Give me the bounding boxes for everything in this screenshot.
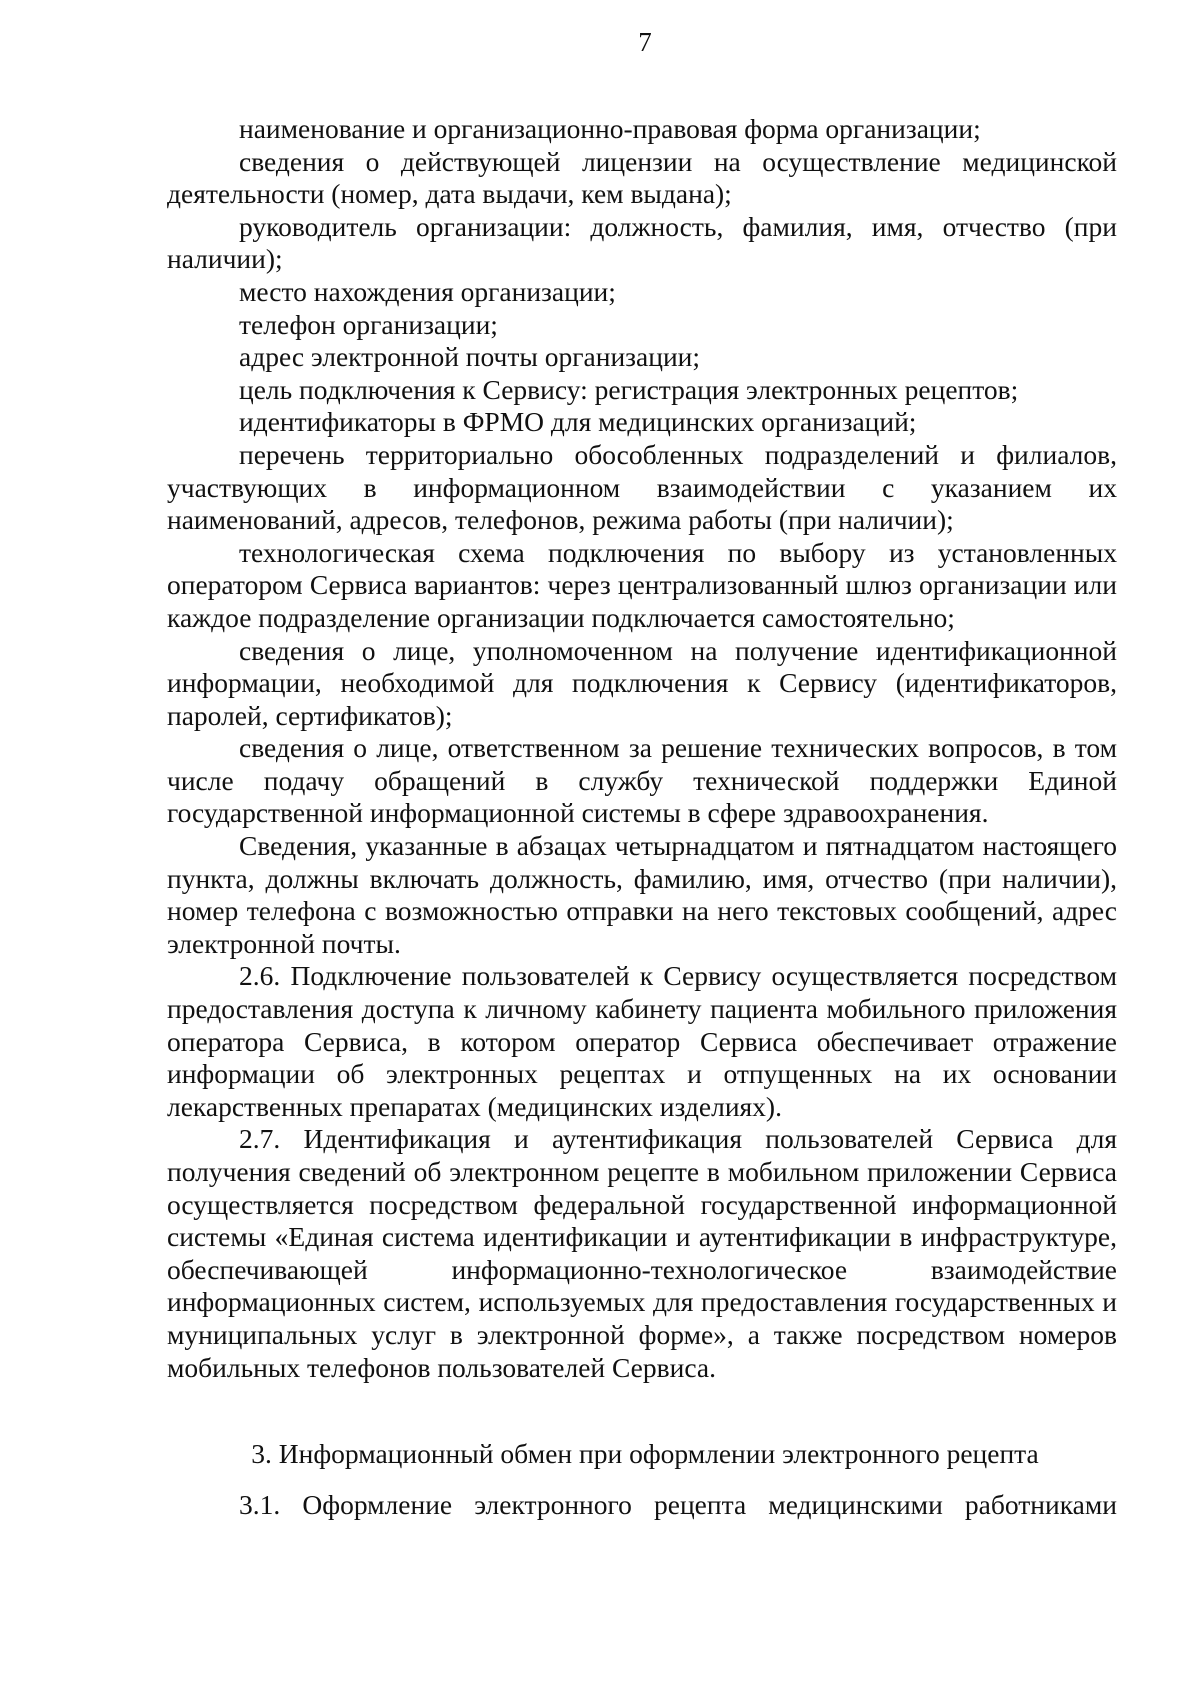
- section-heading: 3. Информационный обмен при оформлении электронного рецепта: [251, 1438, 1039, 1470]
- paragraph-purpose: цель подключения к Сервису: регистрация электронных рецептов;: [239, 373, 1019, 405]
- paragraph-org-name: наименование и организационно-правовая форма организации;: [239, 113, 981, 144]
- paragraph-connection-scheme: технологическая схема подключения по выбору из установленных оператором Сервиса вариантов: через централизованный шлюз организации или каждое подразделение организации подключается самостоятельно;: [167, 536, 1117, 633]
- paragraph-2-7: 2.7. Идентификация и аутентификация пользователей Сервиса для получения сведений об электронном рецепте в мобильном приложении Сервиса осуществляется посредством федеральной государственной информационной системы «Единая система идентификации и аутентификации в инфраструктуре, обеспечивающей информационно-технологическое взаимодействие информационных систем, используемых для предоставления государственных и муниципальных услуг в электронной форме», а также посредством номеров мобильных телефонов пользователей Сервиса.: [167, 1123, 1117, 1383]
- document-body: [167, 113, 1117, 1549]
- paragraph-email: адрес электронной почты организации;: [239, 341, 701, 373]
- paragraph-location: место нахождения организации;: [239, 275, 616, 307]
- paragraph-frmo-ids: идентификаторы в ФРМО для медицинских организаций;: [239, 406, 917, 438]
- paragraph-3-1: 3.1. Оформление электронного рецепта медицинскими работниками: [239, 1488, 1117, 1520]
- paragraph-branches: перечень территориально обособленных подразделений и филиалов, участвующих в информационном взаимодействии с указанием их наименований, адресов, телефонов, режима работы (при наличии);: [167, 438, 1117, 536]
- paragraph-phone: телефон организации;: [239, 308, 498, 340]
- paragraph-license: сведения о действующей лицензии на осуществление медицинской деятельности (номер, дата выдачи, кем выдана);: [167, 145, 1117, 210]
- paragraph-contact-info: Сведения, указанные в абзацах четырнадцатом и пятнадцатом настоящего пункта, должны включать должность, фамилию, имя, отчество (при наличии), номер телефона с возможностью отправки на него текстовых сообщений, адрес электронной почты.: [167, 830, 1117, 959]
- paragraph-2-6: 2.6. Подключение пользователей к Сервису осуществляется посредством предоставления доступа к личному кабинету пациента мобильного приложения оператора Сервиса, в котором оператор Сервиса обеспечивает отражение информации об электронных рецептах и отпущенных на их основании лекарственных препаратах (медицинских изделиях).: [167, 960, 1117, 1122]
- paragraph-authorized-person: сведения о лице, уполномоченном на получение идентификационной информации, необходимой для подключения к Сервису (идентификаторов, паролей, сертификатов);: [167, 634, 1117, 731]
- paragraph-head: руководитель организации: должность, фамилия, имя, отчество (при наличии);: [167, 210, 1117, 275]
- page-number: 7: [638, 27, 652, 57]
- paragraph-responsible-person: сведения о лице, ответственном за решение технических вопросов, в том числе подачу обращений в службу технической поддержки Единой государственной информационной системы в сфере здравоохранения.: [167, 732, 1117, 829]
